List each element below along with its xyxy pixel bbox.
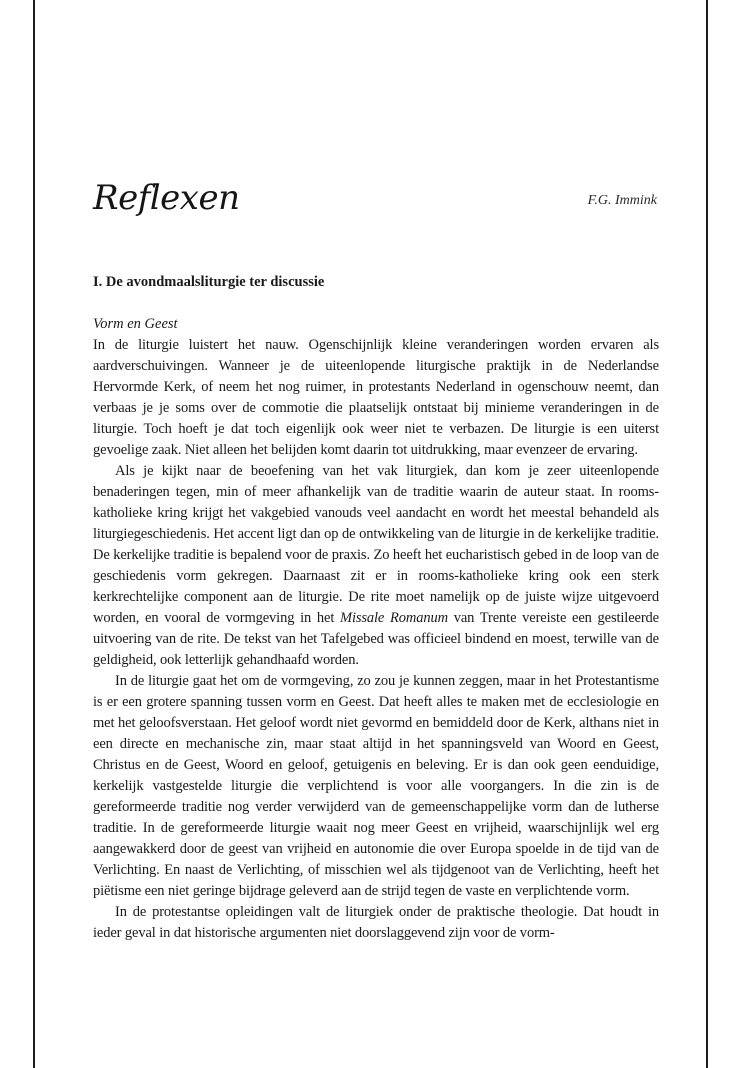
scan-edge-right (706, 0, 708, 1068)
paragraph-4: In de protestantse opleidingen valt de liturgiek onder de praktische theologie. Dat houdt in ieder geval in dat historische argumenten niet doorslaggevend zijn voor de vorm- (93, 904, 659, 941)
paragraph-2 (93, 461, 659, 671)
chapter-title: Reflexen (93, 178, 240, 218)
paragraph-2-text-b: van Trente vereiste een gestileerde uitvoering van de rite. De tekst van het Tafelgebed was officieel bindend en moest, terwille van de geldigheid, ook letterlijk gehandhaafd worden. (93, 610, 659, 668)
chapter-header (93, 178, 659, 228)
paragraph-1: In de liturgie luistert het nauw. Ogenschijnlijk kleine veranderingen worden ervaren als aardverschuivingen. Wanneer je de uiteenlopende liturgische praktijk in de Nederlandse Hervormde Kerk, of neem het nog ruimer, in protestants Nederland in ogenschouw neemt, dan verbaas je je soms over de commotie die plaatselijk ontstaat bij minieme veranderingen in de liturgie. Toch hoeft je dat toch eigenlijk ook weer niet te verbazen. De liturgie is een uiterst gevoelige zaak. Niet alleen het belijden komt daarin tot uitdrukking, maar evenzeer de ervaring. (93, 337, 659, 458)
section-heading: I. De avondmaalsliturgie ter discussie (93, 274, 325, 290)
scan-edge-left (33, 0, 35, 1068)
subsection-heading: Vorm en Geest (93, 316, 178, 332)
paragraph-2-text-a: Als je kijkt naar de beoefening van het vak liturgiek, dan kom je zeer uiteenlopende benaderingen tegen, min of meer afhankelijk van de traditie waarin de auteur staat. In rooms-katholieke kring krijgt het vakgebied vanouds veel aandacht en wordt het meestal behandeld als liturgiegeschiedenis. Het accent ligt dan op de ontwikkeling van de liturgie in de kerkelijke traditie. De kerkelijke traditie is bepalend voor de praxis. Zo heeft het eucharistisch gebed in de loop van de geschiedenis vorm gekregen. Daarnaast zit er in rooms-katholieke kring ook een sterk kerkrechtelijke component aan de liturgie. De rite moet namelijk op de juiste wijze uitgevoerd worden, en vooral de vormgeving in het (93, 463, 659, 626)
author-name: F.G. Immink (587, 193, 657, 208)
missale-romanum-title: Missale Romanum (339, 610, 448, 626)
paragraph-3: In de liturgie gaat het om de vormgeving, zo zou je kunnen zeggen, maar in het Protestantisme is er een grotere spanning tussen vorm en Geest. Dat heeft alles te maken met de ecclesiologie en met het geloofsverstaan. Het geloof wordt niet gevormd en bemiddeld door de Kerk, althans niet in een directe en mechanische zin, maar staat altijd in het spanningsveld van Woord en Geest, Christus en de Geest, Woord en geloof, getuigenis en beleving. Er is dan ook geen eenduidige, kerkelijk vastgestelde liturgie die verplichtend is voor alle voorgangers. In die zin is de gereformeerde traditie nog verder verwijderd van de gemeenschappelijke vorm dan de lutherse traditie. In de gereformeerde liturgie waait nog meer Geest en vrijheid, waarschijnlijk wel erg aangewakkerd door de geest van vrijheid en autonomie die over Europa spoelde in de tijd van de Verlichting. En naast de Verlichting, of misschien wel als tijdgenoot van de Verlichting, heeft het piëtisme een niet geringe bijdrage geleverd aan de strijd tegen de vaste en verplichtende vorm. (93, 673, 659, 899)
document-page (93, 178, 659, 944)
